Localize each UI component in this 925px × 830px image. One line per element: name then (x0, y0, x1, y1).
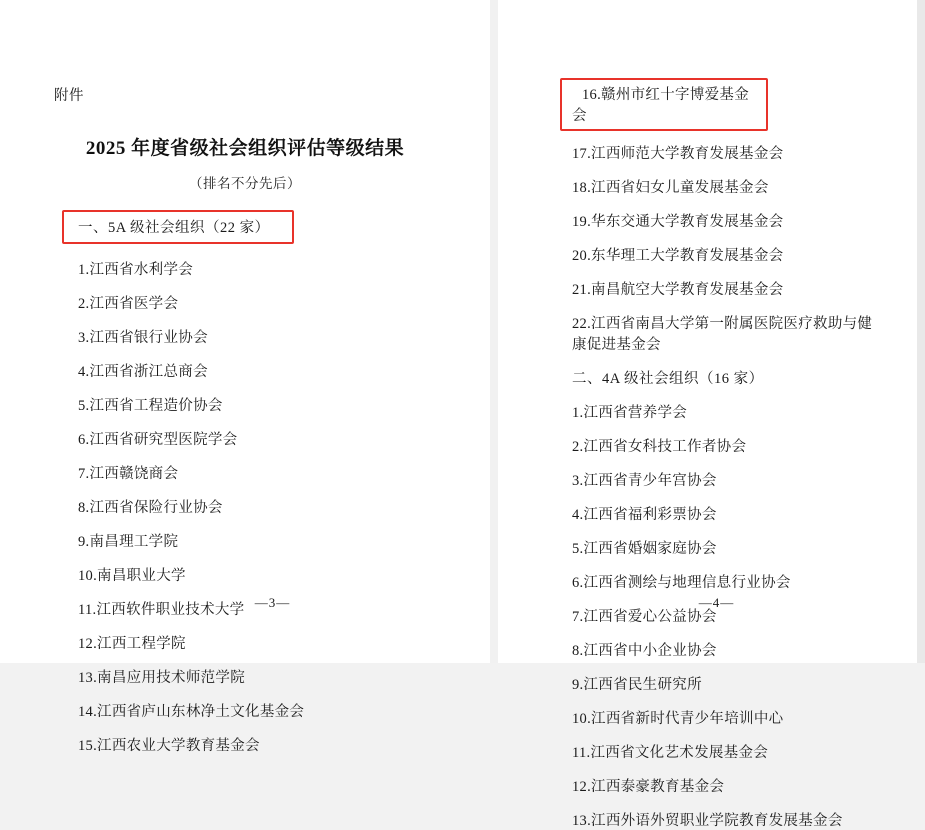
section-heading-5a: 一、5A 级社会组织（22 家） (78, 220, 270, 237)
page-number-right: —4— (698, 595, 735, 610)
list-item: 4.江西省福利彩票协会 (572, 507, 717, 523)
viewport-right-edge (917, 0, 925, 663)
list-item: 1.江西省营养学会 (572, 405, 688, 421)
list-item: 17.江西师范大学教育发展基金会 (572, 146, 784, 162)
list-item: 2.江西省医学会 (78, 296, 179, 313)
list-item: 13.南昌应用技术师范学院 (78, 670, 246, 687)
list-item: 8.江西省保险行业协会 (78, 500, 223, 517)
document-page-left (0, 0, 490, 755)
list-item: 22.江西省南昌大学第一附属医院医疗救助与健康促进基金会 (572, 316, 873, 353)
list-item: 21.南昌航空大学教育发展基金会 (572, 282, 784, 298)
page-title: 2025 年度省级社会组织评估等级结果 (85, 138, 405, 160)
list-item: 18.江西省妇女儿童发展基金会 (572, 180, 769, 196)
highlight-box-5a-section (62, 210, 294, 244)
list-item: 3.江西省青少年宫协会 (572, 473, 717, 489)
list-item: 10.江西省新时代青少年培训中心 (572, 711, 784, 727)
left-page-content (54, 210, 436, 755)
list-item-highlighted: 16.赣州市红十字博爱基金会 (572, 87, 750, 124)
highlight-box-item-16 (560, 78, 768, 131)
list-item: 20.东华理工大学教育发展基金会 (572, 248, 784, 264)
list-item: 14.江西省庐山东林净土文化基金会 (78, 704, 305, 721)
list-item: 11.江西软件职业技术大学 (78, 602, 245, 619)
page-gutter (490, 0, 498, 663)
document-page-right (498, 0, 925, 829)
page-number-left: —3— (254, 595, 291, 610)
section-heading-4a: 二、4A 级社会组织（16 家） (572, 371, 764, 387)
list-item: 12.江西泰豪教育基金会 (572, 779, 725, 795)
list-item: 5.江西省婚姻家庭协会 (572, 541, 717, 557)
list-item: 7.江西省爱心公益协会 (572, 609, 717, 625)
right-page-content (562, 78, 885, 830)
list-item: 7.江西赣饶商会 (78, 466, 179, 483)
list-item: 3.江西省银行业协会 (78, 330, 208, 347)
list-item: 6.江西省研究型医院学会 (78, 432, 238, 449)
list-item: 11.江西省文化艺术发展基金会 (572, 745, 769, 761)
list-item: 1.江西省水利学会 (78, 262, 194, 279)
list-item: 9.南昌理工学院 (78, 534, 179, 551)
list-item: 13.江西外语外贸职业学院教育发展基金会 (572, 813, 843, 829)
list-item: 4.江西省浙江总商会 (78, 364, 208, 381)
list-item: 15.江西农业大学教育基金会 (78, 738, 260, 755)
list-item: 10.南昌职业大学 (78, 568, 186, 585)
list-item: 9.江西省民生研究所 (572, 677, 702, 693)
list-item: 8.江西省中小企业协会 (572, 643, 717, 659)
list-item: 5.江西省工程造价协会 (78, 398, 223, 415)
list-item: 12.江西工程学院 (78, 636, 186, 653)
list-item: 6.江西省测绘与地理信息行业协会 (572, 575, 791, 591)
page-subtitle: （排名不分先后） (189, 176, 301, 192)
list-item: 19.华东交通大学教育发展基金会 (572, 214, 784, 230)
attachment-label: 附件 (54, 88, 84, 104)
list-item: 2.江西省女科技工作者协会 (572, 439, 747, 455)
